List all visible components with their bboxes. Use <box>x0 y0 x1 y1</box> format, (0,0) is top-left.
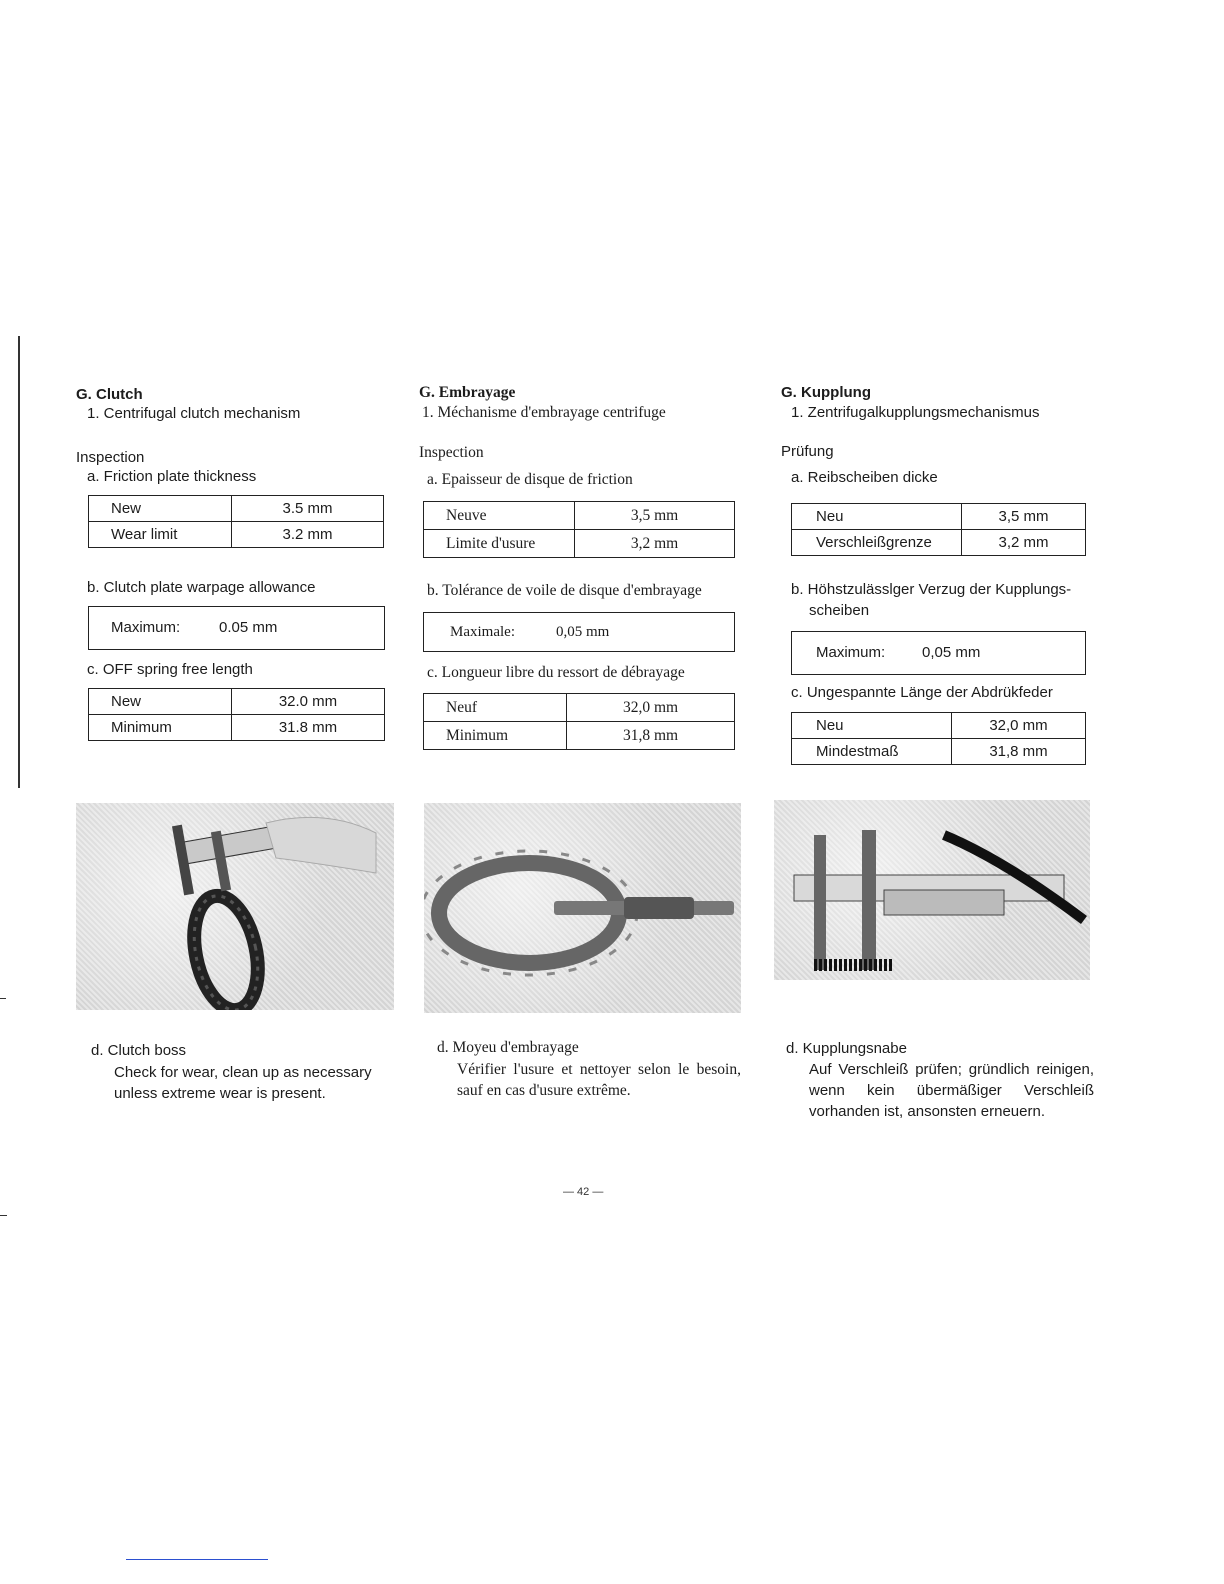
margin-bar <box>18 336 20 788</box>
spring-length-table <box>88 688 385 741</box>
warpage-box <box>423 612 735 652</box>
max-label: Maximum: <box>111 619 181 636</box>
inspection-heading: Prüfung <box>781 443 834 460</box>
clutch-boss-text: Vérifier l'usure et nettoyer selon le besoin, sauf en cas d'usure extrême. <box>457 1061 741 1099</box>
label-b: b. Tolérance de voile de disque d'embrayage <box>427 582 702 599</box>
table-row <box>792 530 1086 556</box>
table-cell: Wear limit <box>89 522 232 548</box>
inspection-heading: Inspection <box>76 449 145 466</box>
friction-plate-table <box>88 495 384 548</box>
table-cell: 3,5 mm <box>575 502 735 530</box>
table-row <box>89 522 384 548</box>
footer-line <box>126 1559 268 1560</box>
margin-tick <box>0 998 6 999</box>
label-c: c. Ungespannte Länge der Abdrükfeder <box>791 684 1053 701</box>
table-cell: 3,5 mm <box>962 504 1086 530</box>
table-cell: 3.5 mm <box>232 496 384 522</box>
item-1: 1. Centrifugal clutch mechanism <box>87 405 301 422</box>
clutch-boss-text: Auf Verschleiß prüfen; gründlich reinigen, wenn kein übermäßiger Verschleiß vorhanden ist, ansonsten erneuern. <box>809 1061 1094 1120</box>
spring-length-photo <box>774 800 1090 980</box>
warpage-box <box>791 631 1086 675</box>
label-b-cont: scheiben <box>809 602 870 619</box>
table-cell: Neu <box>792 713 952 739</box>
label-b: b. Clutch plate warpage allowance <box>87 579 316 596</box>
max-label: Maximale: <box>450 624 515 640</box>
label-b: b. Höhstzulässlger Verzug der Kupplungs- <box>791 581 1072 598</box>
label-c: c. OFF spring free length <box>87 661 253 678</box>
table-row <box>89 689 385 715</box>
table-row <box>792 713 1086 739</box>
section-title: G. Embrayage <box>419 384 516 401</box>
table-cell: Verschleißgrenze <box>792 530 962 556</box>
table-cell: 32.0 mm <box>232 689 385 715</box>
clutch-boss-text: Check for wear, clean up as necessary unless extreme wear is present. <box>114 1064 372 1102</box>
table-row <box>89 715 385 741</box>
table-cell: 31.8 mm <box>232 715 385 741</box>
label-a: a. Epaisseur de disque de friction <box>427 471 633 488</box>
label-d: d. Kupplungsnabe <box>786 1040 907 1057</box>
table-cell: 31,8 mm <box>567 722 735 750</box>
inspection-heading: Inspection <box>419 444 484 461</box>
table-cell: 3.2 mm <box>232 522 384 548</box>
spring-length-table <box>791 712 1086 765</box>
spring-caliper-illustration <box>774 800 1090 980</box>
spring-length-table <box>423 693 735 750</box>
warpage-box <box>88 606 385 650</box>
friction-plate-photo <box>76 803 394 1010</box>
table-cell: Mindestmaß <box>792 739 952 765</box>
table-cell: Neu <box>792 504 962 530</box>
label-d: d. Moyeu d'embrayage <box>437 1039 579 1056</box>
item-1: 1. Méchanisme d'embrayage centrifuge <box>422 404 666 421</box>
section-title: G. Kupplung <box>781 384 871 401</box>
margin-tick <box>0 1215 7 1216</box>
table-cell: New <box>89 496 232 522</box>
table-cell: Limite d'usure <box>424 530 575 558</box>
friction-plate-table <box>791 503 1086 556</box>
max-value: 0.05 mm <box>219 619 278 636</box>
caliper-plate-illustration <box>76 803 394 1010</box>
item-1: 1. Zentrifugalkupplungsmechanismus <box>791 404 1040 421</box>
warpage-photo <box>424 803 741 1013</box>
table-cell: New <box>89 689 232 715</box>
plate-warpage-illustration <box>424 803 741 1013</box>
table-cell: 32,0 mm <box>567 694 735 722</box>
table-row <box>792 739 1086 765</box>
table-row <box>424 722 735 750</box>
table-row <box>424 694 735 722</box>
table-cell: 32,0 mm <box>952 713 1086 739</box>
max-value: 0,05 mm <box>556 624 610 640</box>
page-number: — 42 — <box>563 1186 604 1198</box>
friction-plate-table <box>423 501 735 558</box>
table-cell: Neuf <box>424 694 567 722</box>
table-cell: Minimum <box>424 722 567 750</box>
max-value: 0,05 mm <box>922 644 981 661</box>
table-row <box>424 502 735 530</box>
label-a: a. Friction plate thickness <box>87 468 257 485</box>
table-row <box>89 496 384 522</box>
max-label: Maximum: <box>816 644 886 661</box>
table-row <box>424 530 735 558</box>
table-cell: 31,8 mm <box>952 739 1086 765</box>
table-cell: Minimum <box>89 715 232 741</box>
label-a: a. Reibscheiben dicke <box>791 469 938 486</box>
table-cell: Neuve <box>424 502 575 530</box>
label-c: c. Longueur libre du ressort de débrayage <box>427 664 685 681</box>
table-row <box>792 504 1086 530</box>
label-d: d. Clutch boss <box>91 1042 187 1059</box>
section-title: G. Clutch <box>76 386 143 403</box>
table-cell: 3,2 mm <box>962 530 1086 556</box>
table-cell: 3,2 mm <box>575 530 735 558</box>
